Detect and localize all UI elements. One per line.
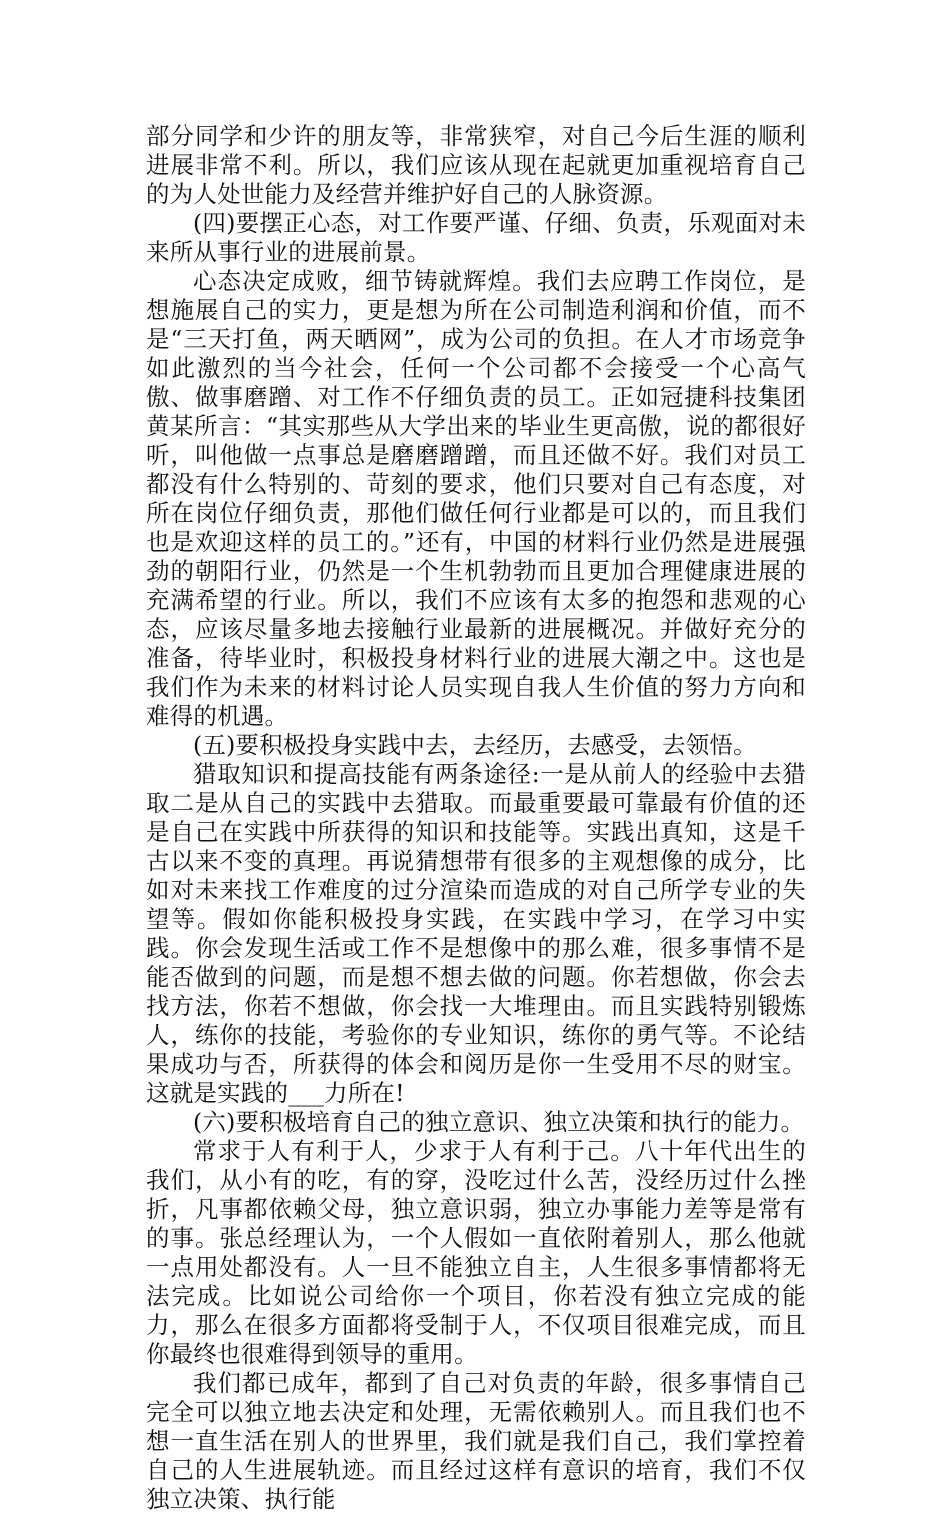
paragraph-7: 常求于人有利于人，少求于人有利于己。八十年代出生的我们，从小有的吃，有的穿，没吃过什么苦，没经历过什么挫折，凡事都依赖父母，独立意识弱，独立办事能力差等是常有的事。张总经理认为，一个人假如一直依附着别人，那么他就一点用处都没有。人一旦不能独立自主，人生很多事情都将无法完成。比如说公司给你一个项目，你若没有独立完成的能力，那么在很多方面都将受制于人，不仅项目很难完成，而且你最终也很难得到领导的重用。 [146, 1137, 806, 1368]
paragraph-5: 猎取知识和提高技能有两条途径:一是从前人的经验中去猎取二是从自己的实践中去猎取。而最重要最可靠最有价值的还是自己在实践中所获得的知识和技能等。实践出真知，这是千古以来不变的真理。再说猜想带有很多的主观想像的成分，比如对未来找工作难度的过分渲染而造成的对自己所学专业的失望等。假如你能积极投身实践，在实践中学习，在学习中实践。你会发现生活或工作不是想像中的那么难，很多事情不是能否做到的问题，而是想不想去做的问题。你若想做，你会去找方法，你若不想做，你会找一大堆理由。而且实践特别锻炼人，练你的技能，考验你的专业知识，练你的勇气等。不论结果成功与否，所获得的体会和阅历是你一生受用不尽的财宝。这就是实践的___力所在! [146, 760, 806, 1107]
paragraph-1: 部分同学和少许的朋友等，非常狭窄，对自己今后生涯的顺利进展非常不利。所以，我们应该从现在起就更加重视培育自己的为人处世能力及经营并维护好自己的人脉资源。 [146, 122, 806, 208]
document-body [146, 122, 806, 1514]
paragraph-3: 心态决定成败，细节铸就辉煌。我们去应聘工作岗位，是想施展自己的实力，更是想为所在公司制造利润和价值，而不是“三天打鱼，两天晒网”，成为公司的负担。在人才市场竞争如此激烈的当今社会，任何一个公司都不会接受一个心高气傲、做事磨蹭、对工作不仔细负责的员工。正如冠捷科技集团黄某所言：“其实那些从大学出来的毕业生更高傲，说的都很好听，叫他做一点事总是磨磨蹭蹭，而且还做不好。我们对员工都没有什么特别的、苛刻的要求，他们只要对自己有态度，对所在岗位仔细负责，那他们做任何行业都是可以的，而且我们也是欢迎这样的员工的。”还有，中国的材料行业仍然是进展强劲的朝阳行业，仍然是一个生机勃勃而且更加合理健康进展的充满希望的行业。所以，我们不应该有太多的抱怨和悲观的心态，应该尽量多地去接触行业最新的进展概况。并做好充分的准备，待毕业时，积极投身材料行业的进展大潮之中。这也是我们作为未来的材料讨论人员实现自我人生价值的努力方向和难得的机遇。 [146, 267, 806, 730]
paragraph-8: 我们都已成年，都到了自己对负责的年龄，很多事情自己完全可以独立地去决定和处理，无需依赖别人。而且我们也不想一直生活在别人的世界里，我们就是我们自己，我们掌控着自己的人生进展轨迹。而且经过这样有意识的培育，我们不仅独立决策、执行能 [146, 1369, 806, 1513]
paragraph-2: (四)要摆正心态，对工作要严谨、仔细、负责，乐观面对未来所从事行业的进展前景。 [146, 209, 806, 266]
paragraph-6: (六)要积极培育自己的独立意识、独立决策和执行的能力。 [193, 1108, 805, 1136]
paragraph-4: (五)要积极投身实践中去，去经历，去感受，去领悟。 [193, 731, 757, 759]
